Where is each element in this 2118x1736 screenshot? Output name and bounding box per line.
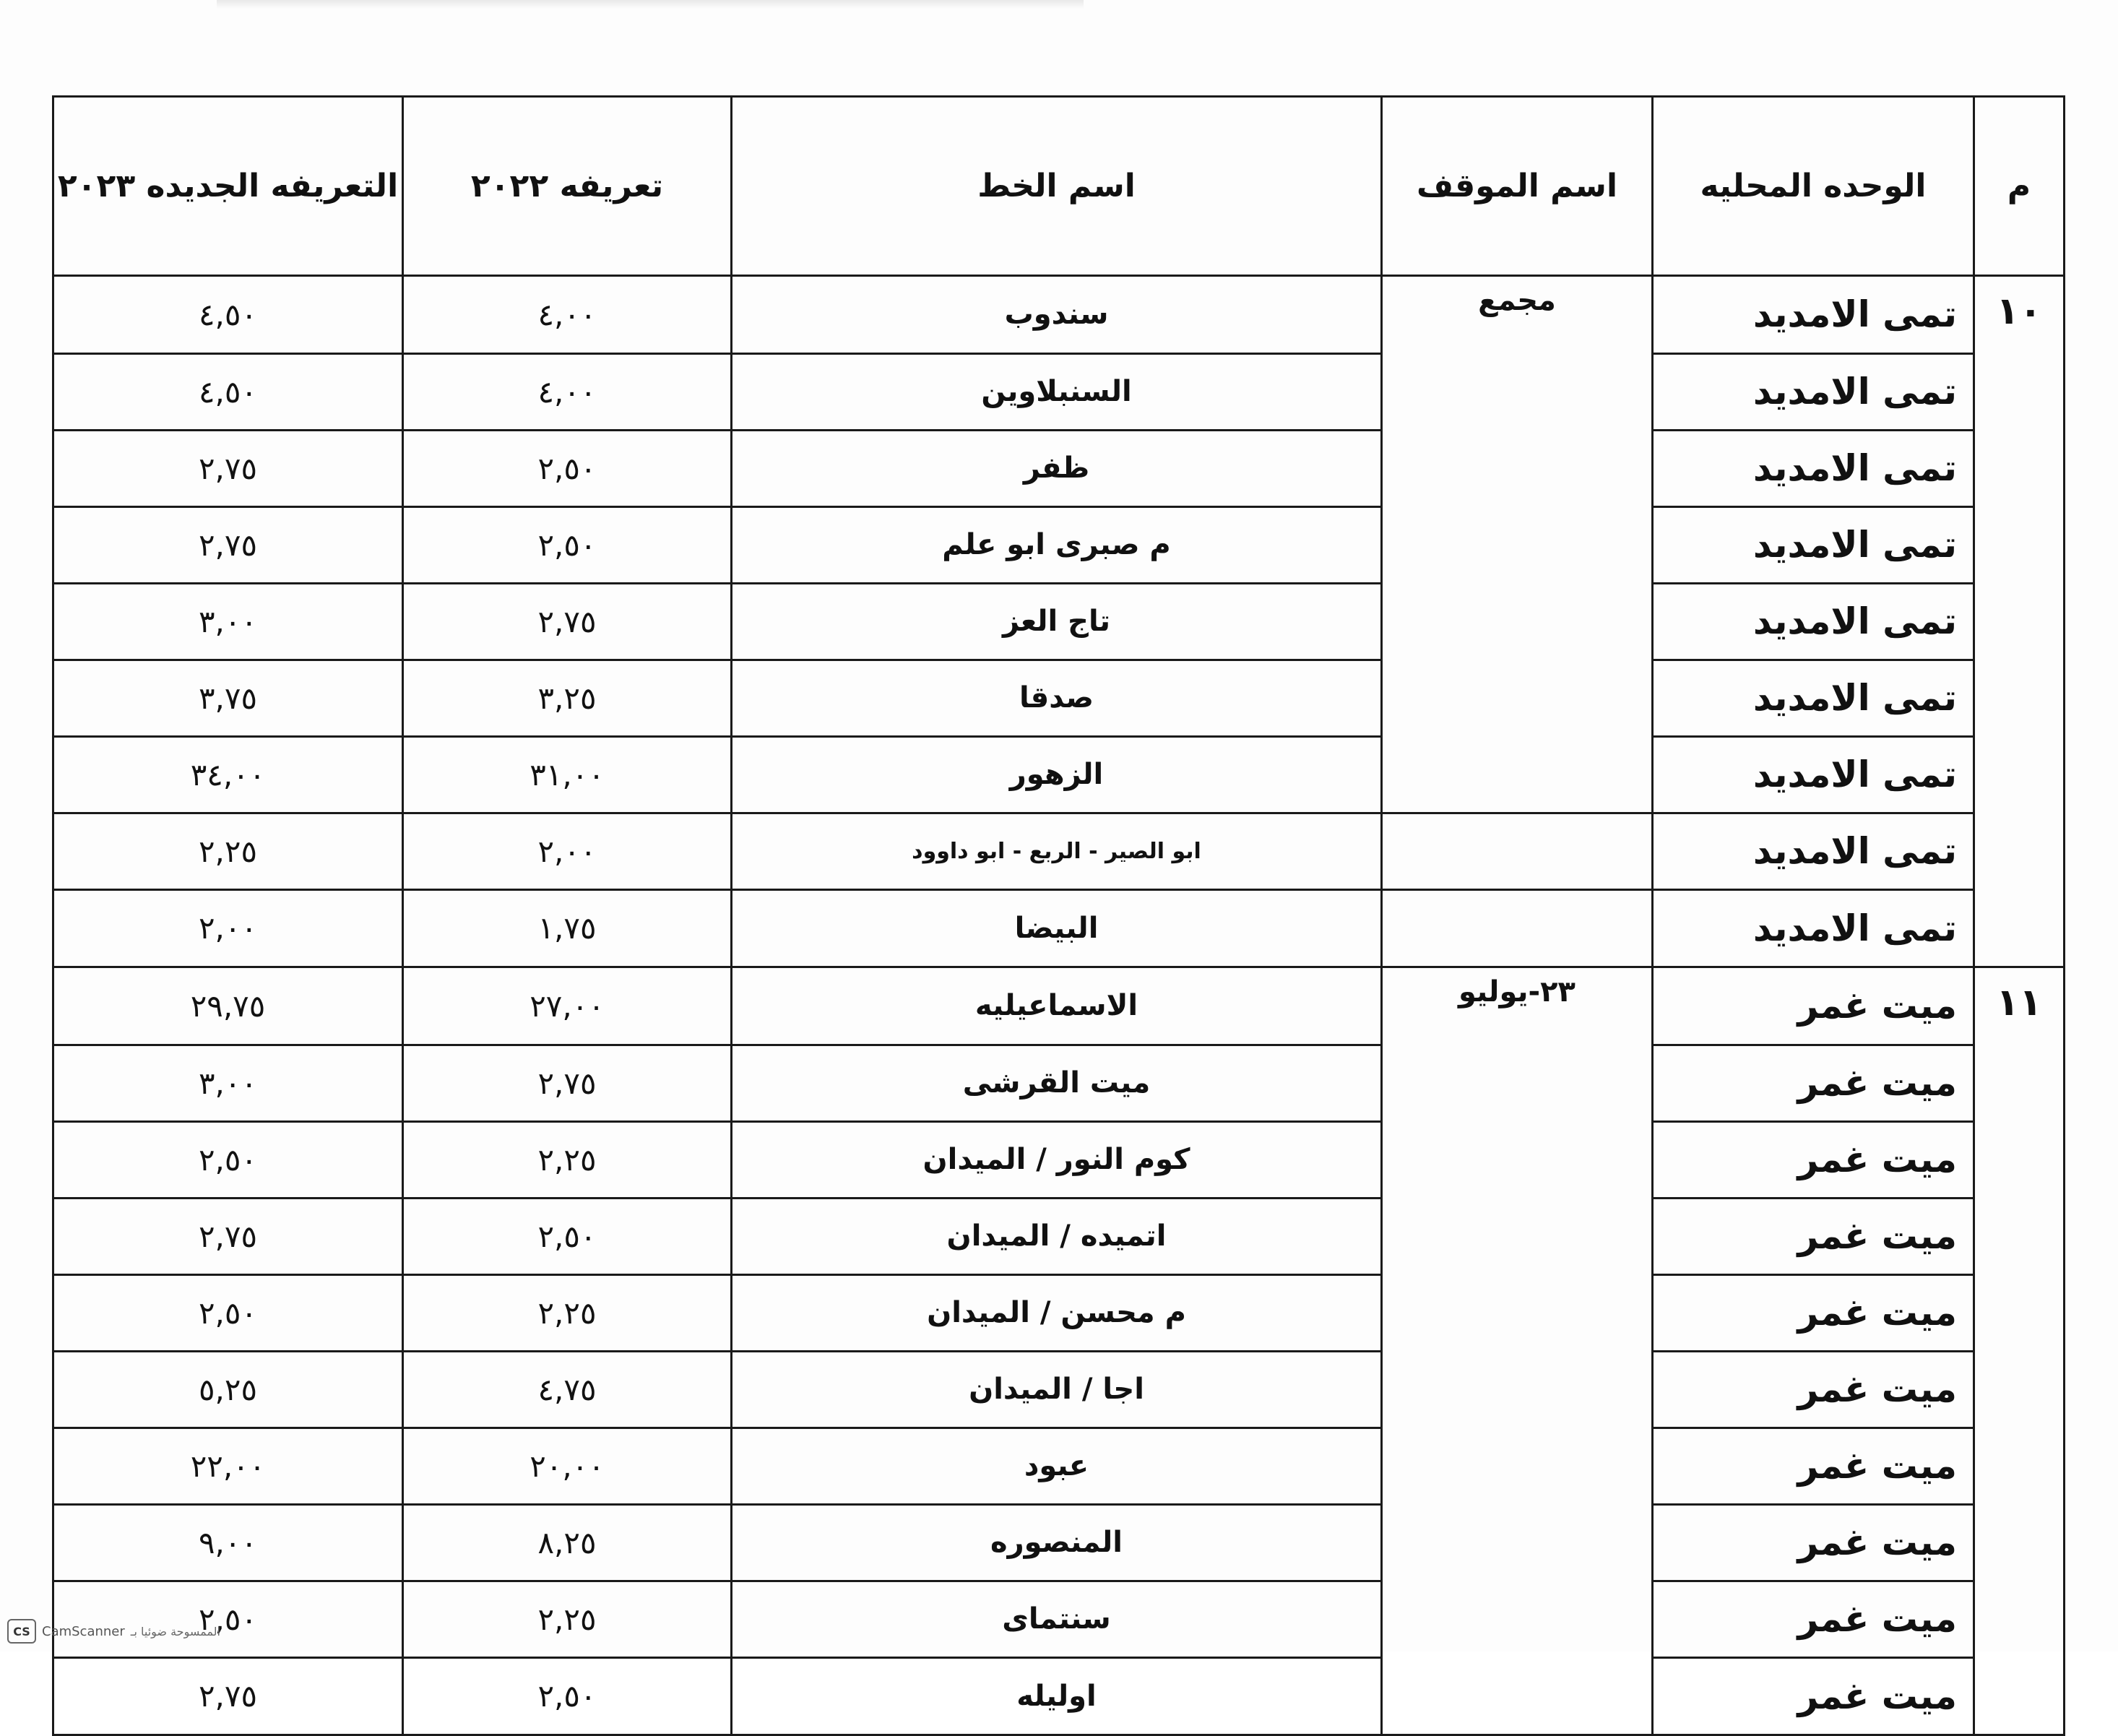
fare-2022: ٣١,٠٠: [403, 736, 732, 813]
local-unit: تمى الامديد: [1653, 736, 1974, 813]
row-number: [1974, 1504, 2065, 1581]
row-number: [1974, 813, 2065, 889]
fare-2023: ٢,٧٥: [53, 1198, 403, 1274]
local-unit: ميت غمر: [1653, 1657, 1974, 1735]
local-unit: تمى الامديد: [1653, 430, 1974, 506]
stop-name: [1382, 1351, 1653, 1428]
fare-2022: ٢,٥٠: [403, 506, 732, 583]
table-row: [53, 583, 2065, 660]
table-header-row: [53, 97, 2065, 276]
row-number: [1974, 889, 2065, 967]
stop-name: [1382, 1657, 1653, 1735]
table-row: [53, 736, 2065, 813]
fare-2022: ٨,٢٥: [403, 1504, 732, 1581]
stop-name: [1382, 1045, 1653, 1121]
stop-name: [1382, 736, 1653, 813]
row-number: [1974, 506, 2065, 583]
camscanner-arabic-caption: الممسوحة ضوئيا بـ: [130, 1624, 220, 1638]
fare-2022: ٣,٢٥: [403, 660, 732, 736]
row-number: [1974, 1198, 2065, 1274]
local-unit: ميت غمر: [1653, 1121, 1974, 1198]
row-number: [1974, 660, 2065, 736]
line-name: اوليله: [732, 1657, 1382, 1735]
table-row: [53, 889, 2065, 967]
table-row: [53, 1198, 2065, 1274]
fare-2023: ٢,٧٥: [53, 506, 403, 583]
fare-2022: ٢٧,٠٠: [403, 967, 732, 1045]
local-unit: ميت غمر: [1653, 1351, 1974, 1428]
row-number: [1974, 1428, 2065, 1504]
fare-2023: ٢,٢٥: [53, 813, 403, 889]
line-name: المنصوره: [732, 1504, 1382, 1581]
fare-2022: ٢,٧٥: [403, 583, 732, 660]
local-unit: ميت غمر: [1653, 1428, 1974, 1504]
fare-2023: ٢,٥٠: [53, 1121, 403, 1198]
stop-name: [1382, 1198, 1653, 1274]
scan-shadow: [217, 0, 1084, 9]
header-line: اسم الخط: [732, 97, 1382, 276]
stop-name: [1382, 1274, 1653, 1351]
stop-name: [1382, 430, 1653, 506]
table-row: [53, 1504, 2065, 1581]
fare-2022: ٢,٢٥: [403, 1274, 732, 1351]
line-name: السنبلاوين: [732, 353, 1382, 430]
fare-2023: ٢,٧٥: [53, 430, 403, 506]
line-name: صدقا: [732, 660, 1382, 736]
header-no: م: [1974, 97, 2065, 276]
local-unit: تمى الامديد: [1653, 813, 1974, 889]
local-unit: ميت غمر: [1653, 1045, 1974, 1121]
row-number: [1974, 736, 2065, 813]
fare-2023: ٩,٠٠: [53, 1504, 403, 1581]
table-row: [53, 1045, 2065, 1121]
local-unit: تمى الامديد: [1653, 583, 1974, 660]
line-name: اتميده / الميدان: [732, 1198, 1382, 1274]
table-row: [53, 813, 2065, 889]
line-name: سنتماى: [732, 1581, 1382, 1657]
local-unit: تمى الامديد: [1653, 276, 1974, 354]
fare-2022: ١,٧٥: [403, 889, 732, 967]
line-name: الاسماعيليه: [732, 967, 1382, 1045]
camscanner-app-name: CamScanner: [42, 1623, 125, 1639]
row-number: [1974, 1657, 2065, 1735]
stop-name: [1382, 813, 1653, 889]
fare-2022: ٢,٥٠: [403, 430, 732, 506]
local-unit: ميت غمر: [1653, 967, 1974, 1045]
fare-2022: ٢,٠٠: [403, 813, 732, 889]
local-unit: ميت غمر: [1653, 1504, 1974, 1581]
line-name: عبود: [732, 1428, 1382, 1504]
row-number: [1974, 353, 2065, 430]
fare-2023: ٢,٥٠: [53, 1274, 403, 1351]
row-number: [1974, 1121, 2065, 1198]
fare-2023: ٢,٥٠: [53, 1581, 403, 1657]
row-number: [1974, 1045, 2065, 1121]
local-unit: ميت غمر: [1653, 1198, 1974, 1274]
fare-2022: ٢,٥٠: [403, 1657, 732, 1735]
local-unit: ميت غمر: [1653, 1274, 1974, 1351]
table-row: [53, 660, 2065, 736]
fare-2022: ٢,٧٥: [403, 1045, 732, 1121]
line-name: كوم النور / الميدان: [732, 1121, 1382, 1198]
fare-2023: ٢,٠٠: [53, 889, 403, 967]
header-unit: الوحده المحليه: [1653, 97, 1974, 276]
row-number: [1974, 1274, 2065, 1351]
fare-2023: ٣,٠٠: [53, 583, 403, 660]
fare-2023: ٤,٥٠: [53, 276, 403, 354]
stop-name: [1382, 889, 1653, 967]
fare-table: [52, 95, 2065, 1736]
fare-2023: ٤,٥٠: [53, 353, 403, 430]
line-name: سندوب: [732, 276, 1382, 354]
line-name: اجا / الميدان: [732, 1351, 1382, 1428]
local-unit: تمى الامديد: [1653, 506, 1974, 583]
row-number: ١٠: [1974, 276, 2065, 354]
fare-2022: ٢,٥٠: [403, 1198, 732, 1274]
row-number: [1974, 583, 2065, 660]
header-fare-2022: تعريفه ٢٠٢٢: [403, 97, 732, 276]
row-number: [1974, 1581, 2065, 1657]
stop-name: [1382, 1504, 1653, 1581]
stop-name: مجمع: [1382, 276, 1653, 354]
local-unit: تمى الامديد: [1653, 660, 1974, 736]
fare-2023: ٢٩,٧٥: [53, 967, 403, 1045]
stop-name: [1382, 583, 1653, 660]
stop-name: [1382, 1121, 1653, 1198]
table-row: [53, 1274, 2065, 1351]
camscanner-logo-icon: CS: [7, 1619, 36, 1644]
line-name: البيضا: [732, 889, 1382, 967]
stop-name: ٢٣-يوليو: [1382, 967, 1653, 1045]
fare-2022: ٢٠,٠٠: [403, 1428, 732, 1504]
table-row: [53, 1581, 2065, 1657]
line-name: ميت القرشى: [732, 1045, 1382, 1121]
table-row: [53, 276, 2065, 354]
table-row: [53, 353, 2065, 430]
line-name: م محسن / الميدان: [732, 1274, 1382, 1351]
fare-2023: ٣,٠٠: [53, 1045, 403, 1121]
fare-2022: ٤,٧٥: [403, 1351, 732, 1428]
line-name: الزهور: [732, 736, 1382, 813]
fare-2023: ٢,٧٥: [53, 1657, 403, 1735]
header-fare-2023: التعريفه الجديده ٢٠٢٣: [53, 97, 403, 276]
fare-2023: ٣٤,٠٠: [53, 736, 403, 813]
table-row: [53, 1351, 2065, 1428]
table-row: [53, 1121, 2065, 1198]
table-row: [53, 1657, 2065, 1735]
fare-2022: ٢,٢٥: [403, 1581, 732, 1657]
fare-2023: ٥,٢٥: [53, 1351, 403, 1428]
line-name: ظفر: [732, 430, 1382, 506]
row-number: [1974, 1351, 2065, 1428]
line-name: م صبرى ابو علم: [732, 506, 1382, 583]
table-row: [53, 506, 2065, 583]
row-number: ١١: [1974, 967, 2065, 1045]
table-row: [53, 1428, 2065, 1504]
fare-2023: ٢٢,٠٠: [53, 1428, 403, 1504]
stop-name: [1382, 1428, 1653, 1504]
stop-name: [1382, 1581, 1653, 1657]
fare-2023: ٣,٧٥: [53, 660, 403, 736]
local-unit: ميت غمر: [1653, 1581, 1974, 1657]
local-unit: تمى الامديد: [1653, 353, 1974, 430]
fare-2022: ٤,٠٠: [403, 353, 732, 430]
row-number: [1974, 430, 2065, 506]
stop-name: [1382, 353, 1653, 430]
fare-2022: ٤,٠٠: [403, 276, 732, 354]
stop-name: [1382, 660, 1653, 736]
fare-2022: ٢,٢٥: [403, 1121, 732, 1198]
line-name: ابو الصير - الربع - ابو داوود: [732, 813, 1382, 889]
camscanner-watermark: [7, 1617, 220, 1646]
table-row: [53, 430, 2065, 506]
header-stop: اسم الموقف: [1382, 97, 1653, 276]
local-unit: تمى الامديد: [1653, 889, 1974, 967]
table-row: [53, 967, 2065, 1045]
stop-name: [1382, 506, 1653, 583]
line-name: تاج العز: [732, 583, 1382, 660]
